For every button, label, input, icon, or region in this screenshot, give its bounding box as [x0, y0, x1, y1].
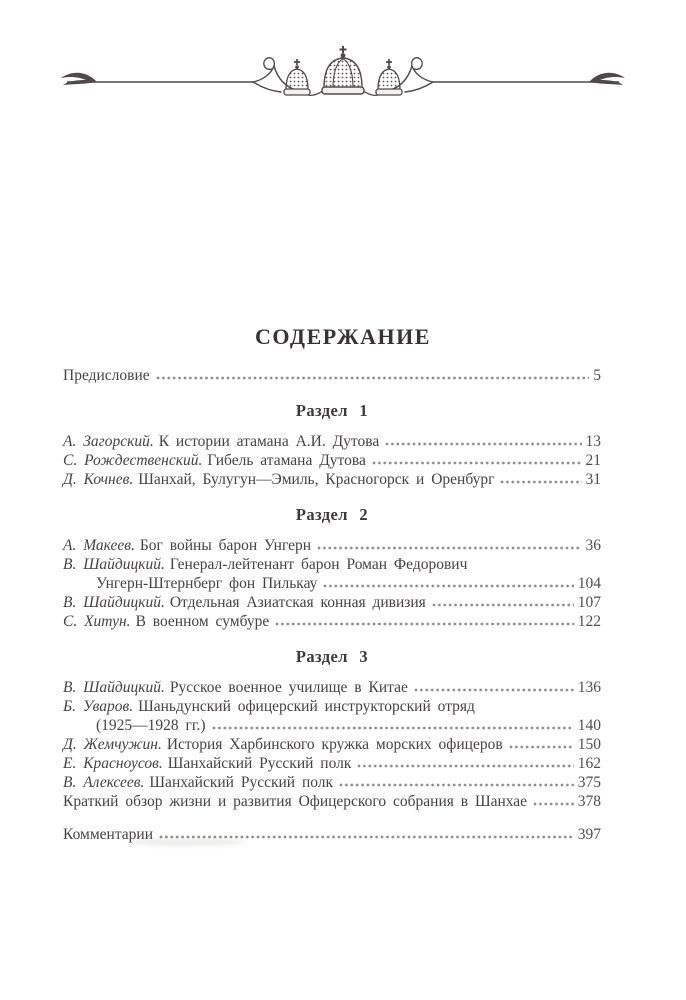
toc-entry — [63, 678, 601, 697]
entry-title-continued: (1925—1928 гг.) — [96, 717, 206, 734]
dot-leader — [317, 546, 581, 550]
small-crown-icon — [284, 59, 310, 95]
page-number: 21 — [585, 452, 601, 469]
dot-leader — [385, 442, 581, 446]
toc-entry — [63, 735, 601, 754]
triple-crown-ribbon-divider-icon — [57, 44, 629, 102]
page-number: 375 — [577, 774, 601, 791]
entry-author: С. Хитун. — [63, 613, 131, 630]
entry-author: В. Алексеев. — [63, 774, 145, 791]
entry-title: Гибель атамана Дутова — [207, 452, 366, 469]
entry-author: В. Шайдицкий. — [63, 594, 165, 611]
dot-leader — [432, 603, 574, 607]
section-heading: Раздел 3 — [295, 647, 369, 666]
dot-leader — [500, 480, 581, 484]
page-number: 31 — [585, 471, 601, 488]
dot-leader — [414, 688, 574, 692]
small-crown-icon — [376, 59, 402, 95]
page-title: СОДЕРЖАНИЕ — [255, 324, 431, 349]
page-number: 378 — [577, 793, 601, 810]
toc-entry — [63, 754, 601, 773]
entry-title: Русское военное училище в Китае — [169, 679, 408, 696]
dot-leader — [372, 461, 582, 465]
toc-section — [63, 505, 601, 631]
entry-author: А. Загорский. — [63, 433, 154, 450]
entry-author: Д. Жемчужин. — [63, 736, 162, 753]
entry-title: История Харбинского кружка морских офицеров — [166, 736, 503, 753]
toc-sections — [63, 401, 601, 811]
ink-bleed-smudge — [128, 838, 246, 846]
entry-title: Краткий обзор жизни и развития Офицерского собрания в Шанхае — [63, 793, 528, 810]
dot-leader — [533, 802, 574, 806]
dot-leader — [323, 584, 573, 588]
imperial-crown-icon — [322, 46, 364, 94]
entry-title: Отдельная Азиатская конная дивизия — [169, 594, 426, 611]
toc-entry — [63, 451, 601, 470]
entry-author: Д. Кочнев. — [63, 471, 134, 488]
entry-author: В. Шайдицкий. — [63, 679, 165, 696]
toc-entry — [63, 697, 601, 735]
entry-author: А. Макеев. — [63, 537, 135, 554]
dot-leader — [156, 376, 590, 380]
section-entries — [63, 432, 601, 489]
entry-author: Б. Уваров. — [63, 698, 134, 715]
leaf-flourish-icon — [61, 73, 97, 85]
page-number: 140 — [577, 717, 601, 734]
toc-entry — [63, 612, 601, 631]
toc-entry — [63, 432, 601, 451]
entry-title: Шанхайский Русский полк — [167, 755, 352, 772]
toc-entry — [63, 792, 601, 811]
entry-title: Генерал-лейтенант барон Роман Федорович — [169, 556, 468, 573]
entry-title: Предисловие — [63, 367, 150, 384]
toc-entry — [63, 773, 601, 792]
toc-entry — [63, 536, 601, 555]
toc-entry — [63, 555, 601, 593]
page-number: 104 — [577, 575, 601, 592]
toc-entry — [63, 593, 601, 612]
section-heading: Раздел 2 — [295, 505, 369, 524]
page-number: 397 — [577, 826, 601, 843]
entry-title: Комментарии — [63, 826, 153, 843]
toc-section — [63, 647, 601, 811]
leaf-flourish-icon — [589, 73, 625, 85]
page-number: 5 — [593, 367, 601, 384]
dot-leader — [212, 726, 574, 730]
section-heading: Раздел 1 — [295, 401, 369, 420]
entry-title: Шанхай, Булугун—Эмиль, Красногорск и Оренбург — [138, 471, 495, 488]
section-entries — [63, 536, 601, 631]
entry-title: К истории атамана А.И. Дутова — [158, 433, 380, 450]
section-entries — [63, 678, 601, 811]
dot-leader — [275, 622, 574, 626]
entry-author: С. Рождественский. — [63, 452, 203, 469]
page-number: 36 — [585, 537, 601, 554]
toc-section — [63, 401, 601, 489]
page-number: 136 — [577, 679, 601, 696]
dot-leader — [357, 764, 573, 768]
dot-leader — [339, 783, 574, 787]
page-number: 107 — [577, 594, 601, 611]
dot-leader — [509, 745, 574, 749]
entry-author: Е. Красноусов. — [63, 755, 163, 772]
page-number: 13 — [585, 433, 601, 450]
entry-title: Шанхайский Русский полк — [149, 774, 334, 791]
toc-entry — [63, 470, 601, 489]
page-number: 122 — [577, 613, 601, 630]
toc-entry-preface — [63, 366, 601, 385]
entry-title: Бог войны барон Унгерн — [139, 537, 312, 554]
entry-title: В военном сумбуре — [135, 613, 270, 630]
entry-title-continued: Унгерн-Штернберг фон Пилькау — [96, 575, 318, 592]
crown-divider-ornament — [57, 44, 629, 102]
entry-author: В. Шайдицкий. — [63, 556, 165, 573]
table-of-contents — [63, 366, 601, 844]
entry-title: Шаньдунский офицерский инструкторский отряд — [138, 698, 475, 715]
page-number: 150 — [577, 736, 601, 753]
page-number: 162 — [577, 755, 601, 772]
